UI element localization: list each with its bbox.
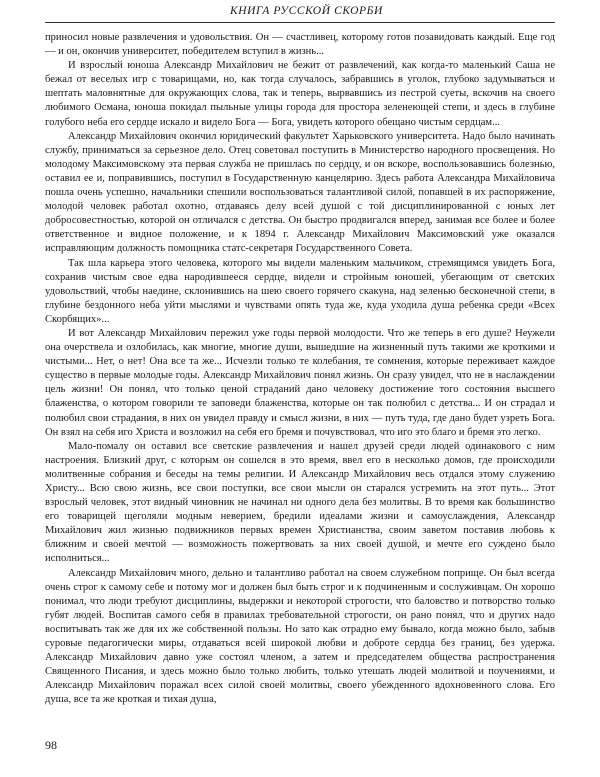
running-title: КНИГА РУССКОЙ СКОРБИ — [230, 5, 383, 17]
paragraph-4: Так шла карьера этого человека, которого мы видели маленьким мальчиком, стремящимся увидеть Бога, сохранив чистым свое едва народившееся сердце, видели и стройным юношей, убегающим от светских удовольствий, чтобы наедине, склонившись на шею своего горячего скакуна, над зеленью бесконечной степи, в глубине бездонного неба уйти мыслями и чувствами опять туда же, куда уходила душа ребенка среди «Всех Скорбящих»... — [45, 257, 555, 325]
paragraph-5: И вот Александр Михайлович пережил уже годы первой молодости. Что же теперь в его душе? Неужели она очерствела и озлобилась, как многие, многие души, вышедшие на жизненный путь такими же кроткими и чистыми... Нет, о нет! Она все та же... Исчезли только те колебания, те сомнения, которые переживает каждое существо в первые молодые годы. Александр Михайлович понял жизнь. Он сразу увидел, что не в наслаждении цель жизни! Он понял, что только ценой страданий дано человеку достижение того состояния высшего блаженства, о котором говорили те заповеди блаженства, которые он так полюбил с детства... И он страдал и полюбил свои страдания, в них он увидел правду и смысл жизни, в них — путь туда, где дано будет узреть Бога. Он взял на себя иго Христа и возложил на себя его бремя и почувствовал, что иго это благо и бремя это легко. — [45, 327, 555, 438]
paragraph-6: Мало-помалу он оставил все светские развлечения и нашел друзей среди людей одинакового с ним настроения. Близкий друг, с которым он сошелся в это время, ввел его в несколько домов, где происходили молитвенные собрания и беседы на темы религии. И Александр Михайлович весь отдался этому служению Христу... Всю свою жизнь, все свои поступки, все свои мысли он старался устремить на этот путь... Этот взрослый человек, этот видный чиновник не начинал ни одного дела без молитвы. В то время как большинство его товарищей щеголяли модным неверием, бредили идеалами жизни и самоуслаждения, Александр Михайлович жил жизнью подвижников первых времен Христианства, своим заветом поставив любовь к ближним и своей мечтой — возможность пожертвовать за них своей душой, и мечте его суждено было исполниться... — [45, 440, 555, 565]
paragraph-2: И взрослый юноша Александр Михайлович не бежит от развлечений, как когда-то маленький Саша не бежал от веселых игр с товарищами, но, как тогда случалось, забравшись в уголок, глубоко задумываться и шептать маловнятные для окружающих слова, так и теперь, вырвавшись из пестрой суеты, вскочив на своего любимого Османа, юноша покидал пыльные улицы города для простора зеленеющей степи, и здесь в глубине голубого неба его сердце искало и видело Бога — Бога, увидеть которого обещано чистым сердцам... — [45, 60, 555, 128]
paragraph-1: приносил новые развлечения и удовольствия. Он — счастливец, которому готов позавидовать каждый. Еще год — и он, окончив университет, победителем вступил в жизнь... — [45, 32, 555, 58]
page-number: 98 — [45, 738, 57, 752]
body-text — [45, 31, 555, 708]
paragraph-3: Александр Михайлович окончил юридический факультет Харьковского университета. Надо было начинать службу, приниматься за серьезное дело. Отец советовал поступить в Министерство народного просвещения. Но молодому Максимовскому эта первая служба не пришлась по сердцу, и он вскоре, воспользовавшись болезнью, оставил ее и, поправившись, поступил в Государственную канцелярию. Здесь работа Александра Михайловича пошла очень успешно, начальники спешили воспользоваться талантливой силой, попавшей в их распоряжение, молодой человек работал охотно, отдаваясь делу всей душой с той дисциплинированной с юных лет добросовестностью, которой он отличался с детства. Он быстро продвигался вперед, занимая все более и более ответственное и видное положение, и к 1894 г. Александр Михайлович Максимовский уже оказался исправляющим должность помощника статс-секретаря Государственного Совета. — [45, 130, 555, 255]
header-rule — [45, 22, 555, 23]
paragraph-7: Александр Михайлович много, дельно и талантливо работал на своем служебном поприще. Он был всегда очень строг к самому себе и потому мог и должен был быть строг и к подчиненным и сослуживцам. Он хорошо понимал, что люди требуют дисциплины, выдержки и некоторой строгости, что баловство и потворство только губят людей. Воспитав самого себя в правилах требовательной строгости, он рано понял, что и других надо воспитывать так же для их же собственной пользы. Но зато как отрадно ему бывало, когда можно было, забыв суровые педагогически миры, отдаваться всей широкой любви и доброте сердца без границ, без удержа. Александр Михайлович давно уже состоял членом, а затем и председателем общества распространения Священного Писания, и здесь можно было только любить, только утешать людей молитвой и поучениями, и Александр Михайлович поражал всех силой своей молитвы, своего убежденного вдохновенного слова. Его душа, все та же кроткая и тихая душа, — [45, 567, 555, 706]
